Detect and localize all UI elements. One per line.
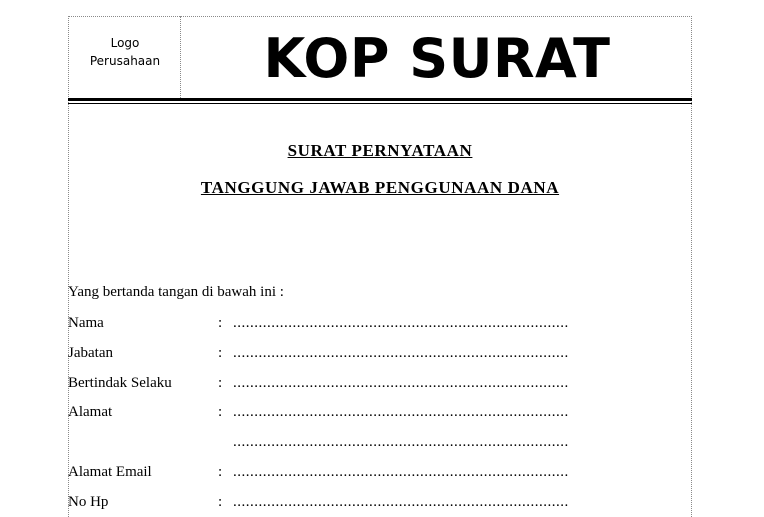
field-label: Bertindak Selaku bbox=[68, 375, 172, 391]
field-colon: : bbox=[218, 494, 223, 510]
table-border-left bbox=[68, 16, 69, 517]
letterhead-rule-thick bbox=[68, 98, 692, 101]
field-blank: ............................................................................... bbox=[233, 345, 569, 361]
letterhead-title: KOP SURAT bbox=[263, 27, 611, 90]
intro-text: Yang bertanda tangan di bawah ini : bbox=[68, 284, 284, 300]
letterhead-rule-thin bbox=[68, 103, 692, 104]
document-title: SURAT PERNYATAAN bbox=[287, 141, 473, 160]
field-colon: : bbox=[218, 345, 223, 361]
field-blank: ............................................................................... bbox=[233, 464, 569, 480]
field-blank: ............................................................................... bbox=[233, 494, 569, 510]
header-divider bbox=[180, 16, 181, 98]
company-logo-placeholder bbox=[70, 34, 180, 70]
field-blank: ............................................................................... bbox=[233, 375, 569, 391]
field-colon: : bbox=[218, 464, 223, 480]
document-subtitle: TANGGUNG JAWAB PENGGUNAAN DANA bbox=[200, 178, 560, 197]
logo-label: Logo bbox=[110, 36, 140, 50]
field-label: No Hp bbox=[68, 494, 109, 510]
field-label: Alamat bbox=[68, 404, 113, 420]
field-blank: ............................................................................... bbox=[233, 404, 569, 420]
field-blank: ............................................................................... bbox=[233, 434, 569, 450]
field-label: Alamat Email bbox=[68, 464, 152, 480]
field-label: Nama bbox=[68, 315, 104, 331]
table-border-top bbox=[68, 16, 692, 17]
field-label: Jabatan bbox=[68, 345, 113, 361]
company-label: Perusahaan bbox=[89, 54, 161, 68]
field-colon: : bbox=[218, 375, 223, 391]
field-colon: : bbox=[218, 315, 223, 331]
field-colon: : bbox=[218, 404, 223, 420]
field-blank: ............................................................................... bbox=[233, 315, 569, 331]
